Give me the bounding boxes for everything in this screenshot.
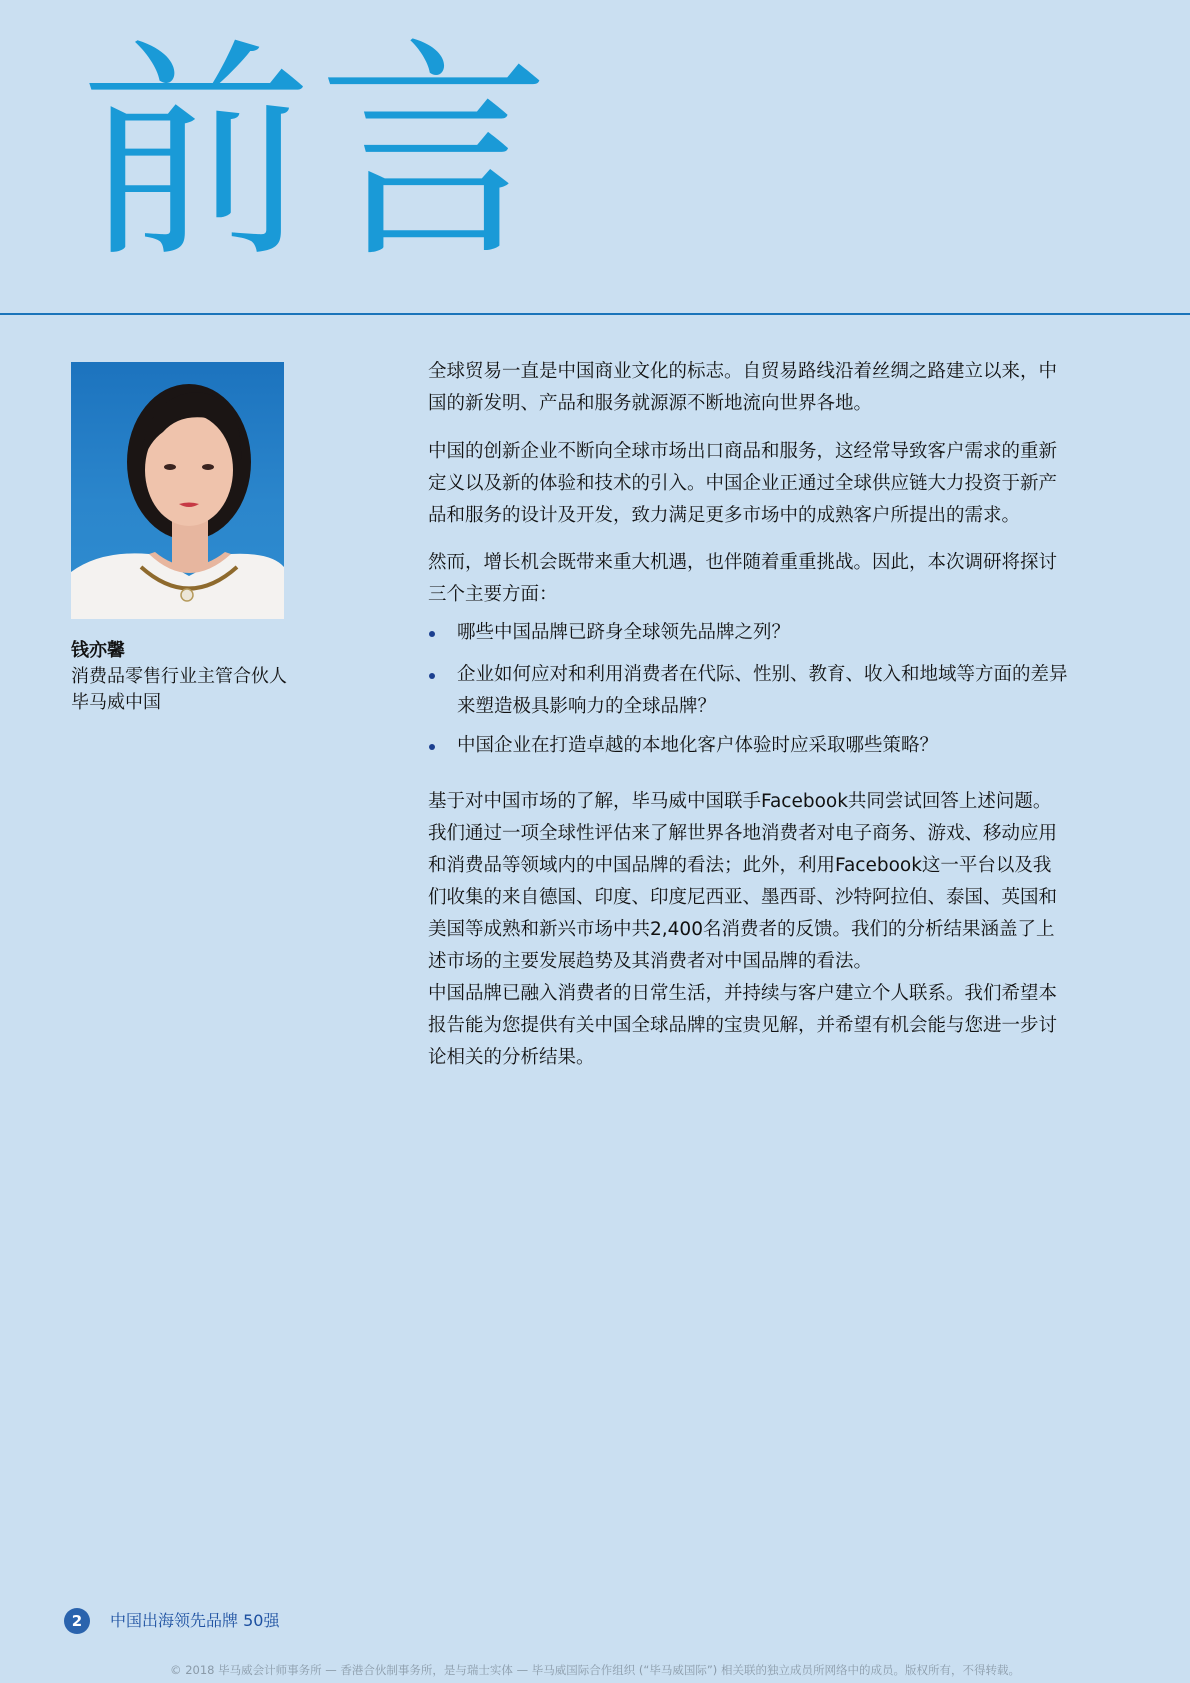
portrait-illustration xyxy=(71,362,284,619)
paragraph-line: 报告能为您提供有关中国全球品牌的宝贵见解，并希望有机会能与您进一步讨 xyxy=(428,1015,1058,1036)
paragraph-1 xyxy=(428,356,1118,420)
bullet-text: 中国企业在打造卓越的本地化客户体验时应采取哪些策略？ xyxy=(457,735,939,756)
paragraph-line: 中国的创新企业不断向全球市场出口商品和服务，这经常导致客户需求的重新 xyxy=(428,441,1058,462)
paragraph-line: 们收集的来自德国、印度、印度尼西亚、墨西哥、沙特阿拉伯、泰国、英国和 xyxy=(428,887,1058,908)
header-divider xyxy=(0,313,1190,315)
paragraph-3 xyxy=(428,547,1118,611)
paragraph-line: 我们通过一项全球性评估来了解世界各地消费者对电子商务、游戏、移动应用 xyxy=(428,823,1058,844)
paragraph-line: 国的新发明、产品和服务就源源不断地流向世界各地。 xyxy=(428,393,873,414)
paragraph-line: 然而，增长机会既带来重大机遇，也伴随着重重挑战。因此，本次调研将探讨 xyxy=(428,552,1058,573)
paragraph-line: 论相关的分析结果。 xyxy=(428,1047,595,1068)
paragraph-line: 述市场的主要发展趋势及其消费者对中国品牌的看法。 xyxy=(428,951,873,972)
publication-title: 中国出海领先品牌 50强 xyxy=(110,1611,280,1630)
bullet-text: 企业如何应对和利用消费者在代际、性别、教育、收入和地域等方面的差异 xyxy=(457,664,1068,685)
bullet-text: 来塑造极具影响力的全球品牌？ xyxy=(457,696,717,717)
author-name: 钱亦馨 xyxy=(71,640,125,661)
paragraph-line: 基于对中国市场的了解，毕马威中国联手Facebook共同尝试回答上述问题。 xyxy=(428,791,1052,812)
page-title: 前言 xyxy=(80,19,557,289)
bullet-dot-icon xyxy=(429,673,435,679)
page-number-badge: 2 xyxy=(64,1608,90,1634)
bullet-text: 哪些中国品牌已跻身全球领先品牌之列？ xyxy=(457,622,791,643)
paragraph-line: 美国等成熟和新兴市场中共2,400名消费者的反馈。我们的分析结果涵盖了上 xyxy=(428,919,1055,940)
paragraph-line: 中国品牌已融入消费者的日常生活，并持续与客户建立个人联系。我们希望本 xyxy=(428,983,1058,1004)
paragraph-line: 定义以及新的体验和技术的引入。中国企业正通过全球供应链大力投资于新产 xyxy=(428,473,1058,494)
paragraph-line: 全球贸易一直是中国商业文化的标志。自贸易路线沿着丝绸之路建立以来，中 xyxy=(428,361,1058,382)
paragraph-line: 和消费品等领域内的中国品牌的看法；此外，利用Facebook这一平台以及我 xyxy=(428,855,1052,876)
paragraph-5 xyxy=(428,978,1118,1074)
paragraph-4 xyxy=(428,786,1118,978)
author-role: 消费品零售行业主管合伙人 xyxy=(71,666,287,687)
bullet-dot-icon xyxy=(429,631,435,637)
author-portrait xyxy=(71,362,284,619)
bullet-dot-icon xyxy=(429,744,435,750)
paragraph-line: 品和服务的设计及开发，致力满足更多市场中的成熟客户所提出的需求。 xyxy=(428,505,1021,526)
paragraph-2 xyxy=(428,436,1118,532)
paragraph-line: 三个主要方面： xyxy=(428,584,558,605)
author-organization: 毕马威中国 xyxy=(71,692,161,713)
copyright-notice: © 2018 毕马威会计师事务所 — 香港合伙制事务所，是与瑞士实体 — 毕马威国际合作组织 (“毕马威国际”) 相关联的独立成员所网络中的成员。版权所有，不得转载。 xyxy=(170,1663,1020,1677)
